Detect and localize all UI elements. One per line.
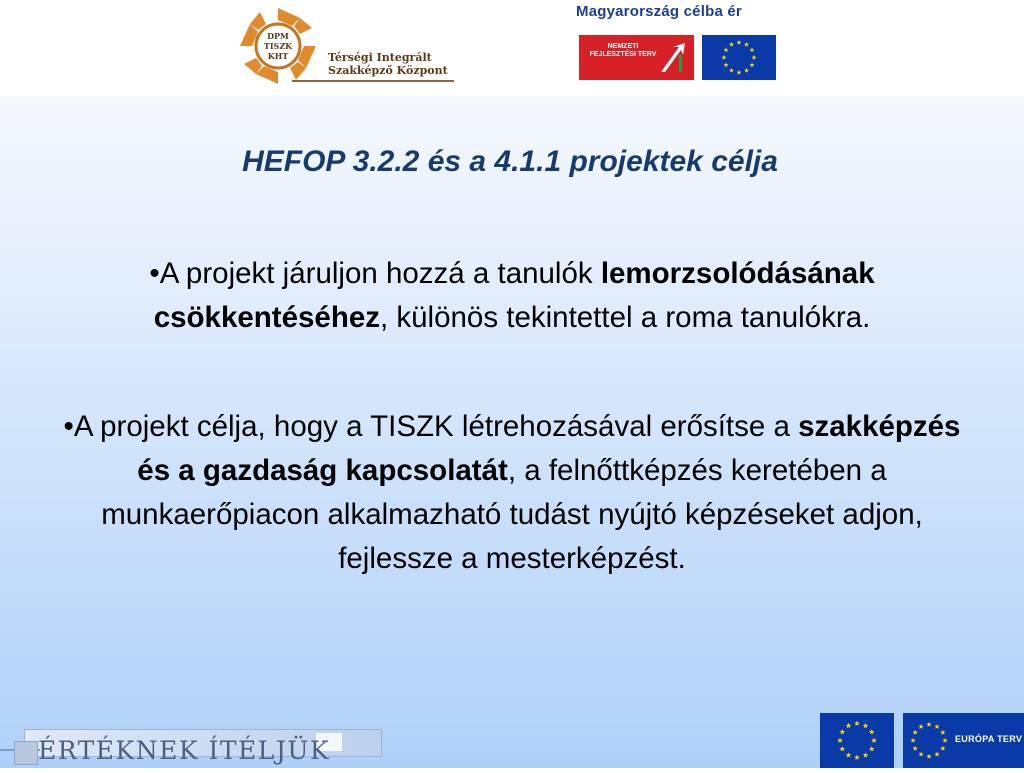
eu-star xyxy=(724,47,729,52)
bullet-1-lead: A projekt járuljon hozzá a tanulók xyxy=(159,257,601,290)
eu-star xyxy=(846,752,852,757)
eu-star xyxy=(722,55,727,60)
bullet-paragraph-2 xyxy=(60,405,964,581)
eu-star xyxy=(854,755,860,760)
tiszk-emblem-line-3: KHT xyxy=(267,51,289,61)
slide-title: HEFOP 3.2.2 és a 4.1.1 projektek célja xyxy=(242,145,778,178)
europa-terv-logo xyxy=(903,713,1024,768)
tiszk-emblem-line-2: TISZK xyxy=(263,41,293,51)
eu-star xyxy=(863,752,869,757)
eu-star xyxy=(752,55,757,60)
eu-star xyxy=(744,68,749,73)
eu-star xyxy=(750,47,755,52)
header-band xyxy=(0,0,1024,96)
eu-star xyxy=(940,730,945,735)
eu-star xyxy=(846,723,852,728)
eu-star xyxy=(926,754,931,759)
eu-stars-bottom-icon xyxy=(820,713,894,768)
eu-star xyxy=(750,62,755,67)
tiszk-emblem-line-1: DPM xyxy=(267,31,289,41)
tiszk-emblem-icon xyxy=(238,6,318,86)
tiszk-name-line-2: Szakképző Központ xyxy=(328,64,448,77)
eu-star xyxy=(934,752,939,757)
hungary-slogan: Magyarország célba ér xyxy=(576,3,742,20)
eu-star xyxy=(729,68,734,73)
tiszk-name-line-1: Térségi Integrált xyxy=(328,51,432,64)
eu-star xyxy=(912,746,917,751)
eu-star xyxy=(942,738,947,743)
bullet-1-bold: lemorzsolódásának csökkentéséhez xyxy=(153,257,875,334)
eu-flag-icon xyxy=(702,35,776,80)
eu-star xyxy=(910,738,915,743)
bullet-glyph: • xyxy=(63,410,74,443)
nft-logo xyxy=(579,35,694,80)
eu-star xyxy=(729,42,734,47)
bullet-2-bold: szakképzés és a gazdaság kapcsolatát xyxy=(137,410,961,487)
eu-star xyxy=(918,724,923,729)
eu-star xyxy=(839,729,845,734)
eu-star xyxy=(869,729,875,734)
eu-star xyxy=(926,722,931,727)
eu-stars-icon xyxy=(702,35,776,80)
bullet-1-tail: , különös tekintettel a roma tanulókra. xyxy=(380,301,871,334)
eu-star xyxy=(863,723,869,728)
bullet-2-lead: A projekt célja, hogy a TISZK létrehozásával erősítse a xyxy=(73,410,799,443)
eu-star xyxy=(934,724,939,729)
eu-star xyxy=(854,721,860,726)
eu-star xyxy=(869,746,875,751)
eu-star xyxy=(839,746,845,751)
eu-star xyxy=(940,746,945,751)
footer-banner-text: ÉRTÉKNEK ÍTÉLJÜK xyxy=(38,736,331,765)
eu-star xyxy=(724,62,729,67)
eu-star xyxy=(737,40,742,45)
nft-arrow-icon xyxy=(659,41,687,74)
tiszk-logo xyxy=(236,4,458,88)
eu-star xyxy=(912,730,917,735)
eu-star xyxy=(744,42,749,47)
eu-star xyxy=(918,752,923,757)
footer-square-icon xyxy=(14,741,38,765)
eu-star xyxy=(871,738,877,743)
footer-banner xyxy=(0,727,384,768)
tiszk-name xyxy=(328,51,448,77)
eu-star xyxy=(737,70,742,75)
europa-terv-text: EURÓPA TERV xyxy=(955,734,1023,744)
bullet-2-tail: , a felnőttképzés keretében a munkaerőpiacon alkalmazható tudást nyújtó képzéseket adjon, fejlessze a mesterképzést. xyxy=(101,454,923,575)
eu-star xyxy=(837,738,843,743)
bullet-glyph: • xyxy=(149,257,160,290)
nft-logo-text: NEMZETI FEJLESZTÉSI TERV xyxy=(589,43,657,58)
tiszk-underline xyxy=(292,80,454,82)
bullet-paragraph-1 xyxy=(60,252,964,340)
eu-flag-bottom-icon xyxy=(820,713,894,768)
